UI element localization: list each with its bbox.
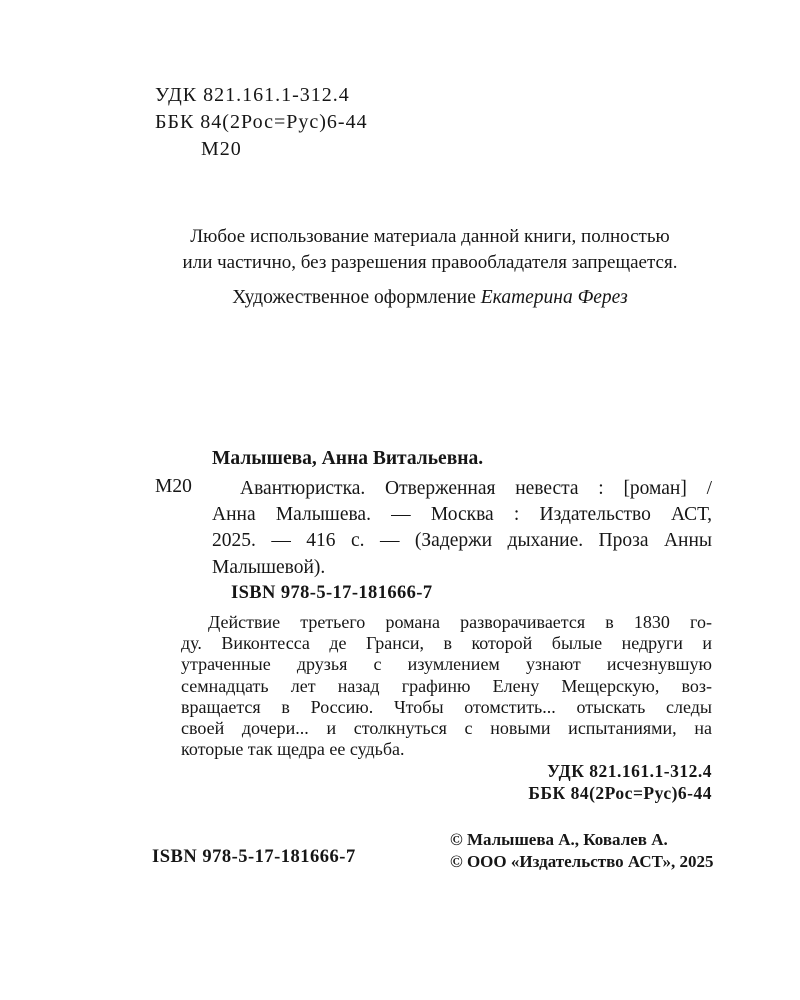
text-line: вращается в Россию. Чтобы отомстить... отыскать следы bbox=[181, 696, 712, 717]
text-line: Малышевой). bbox=[212, 556, 326, 578]
annotation-text bbox=[181, 612, 712, 760]
text-line: которые так щедра ее судьба. bbox=[181, 739, 405, 760]
text-line: Авантюристка. Отверженная невеста : [роман] / bbox=[240, 478, 712, 499]
classification-block-top bbox=[155, 82, 368, 163]
text-line: утраченные друзья с изумлением узнают исчезнувшую bbox=[181, 654, 712, 675]
designer-name: Екатерина Ферез bbox=[480, 287, 628, 308]
design-credit-label: Художественное оформление bbox=[232, 287, 476, 308]
text-line: своей дочери... и столкнуться с новыми испытаниями, на bbox=[181, 718, 712, 739]
bbk-code-repeat: ББК 84(2Рос=Рус)6-44 bbox=[528, 783, 712, 803]
catalog-description bbox=[212, 476, 712, 581]
text-line: семнадцать лет назад графиню Елену Мещерскую, воз- bbox=[181, 675, 712, 696]
text-line: ду. Виконтесса де Гранси, в которой былые недруги и bbox=[181, 633, 712, 654]
classification-block-bottom bbox=[528, 760, 712, 804]
text-line: Действие третьего романа разворачивается в 1830 го- bbox=[208, 612, 712, 632]
udk-code: УДК 821.161.1-312.4 bbox=[155, 84, 350, 106]
text-line: © Малышева А., Ковалев А. bbox=[450, 830, 668, 849]
text-line: 2025. — 416 с. — (Задержи дыхание. Проза Анны bbox=[212, 530, 712, 552]
catalog-author-sign: М20 bbox=[155, 476, 192, 497]
text-line: © ООО «Издательство АСТ», 2025 bbox=[450, 851, 714, 871]
text-line: Любое использование материала данной книги, полностью bbox=[190, 226, 670, 247]
design-credit bbox=[110, 287, 750, 309]
catalog-isbn: ISBN 978-5-17-181666-7 bbox=[231, 583, 433, 603]
author-sign: М20 bbox=[201, 138, 242, 160]
text-line: или частично, без разрешения правообладателя запрещается. bbox=[182, 251, 678, 273]
text-line: Анна Малышева. — Москва : Издательство АСТ, bbox=[212, 504, 712, 526]
rights-notice bbox=[110, 224, 750, 275]
catalog-author-heading: Малышева, Анна Витальевна. bbox=[212, 448, 484, 469]
copyright-block bbox=[450, 829, 714, 872]
imprint-isbn: ISBN 978-5-17-181666-7 bbox=[152, 847, 356, 867]
bbk-code: ББК 84(2Рос=Рус)6-44 bbox=[155, 111, 368, 133]
udk-code-repeat: УДК 821.161.1-312.4 bbox=[547, 761, 712, 781]
